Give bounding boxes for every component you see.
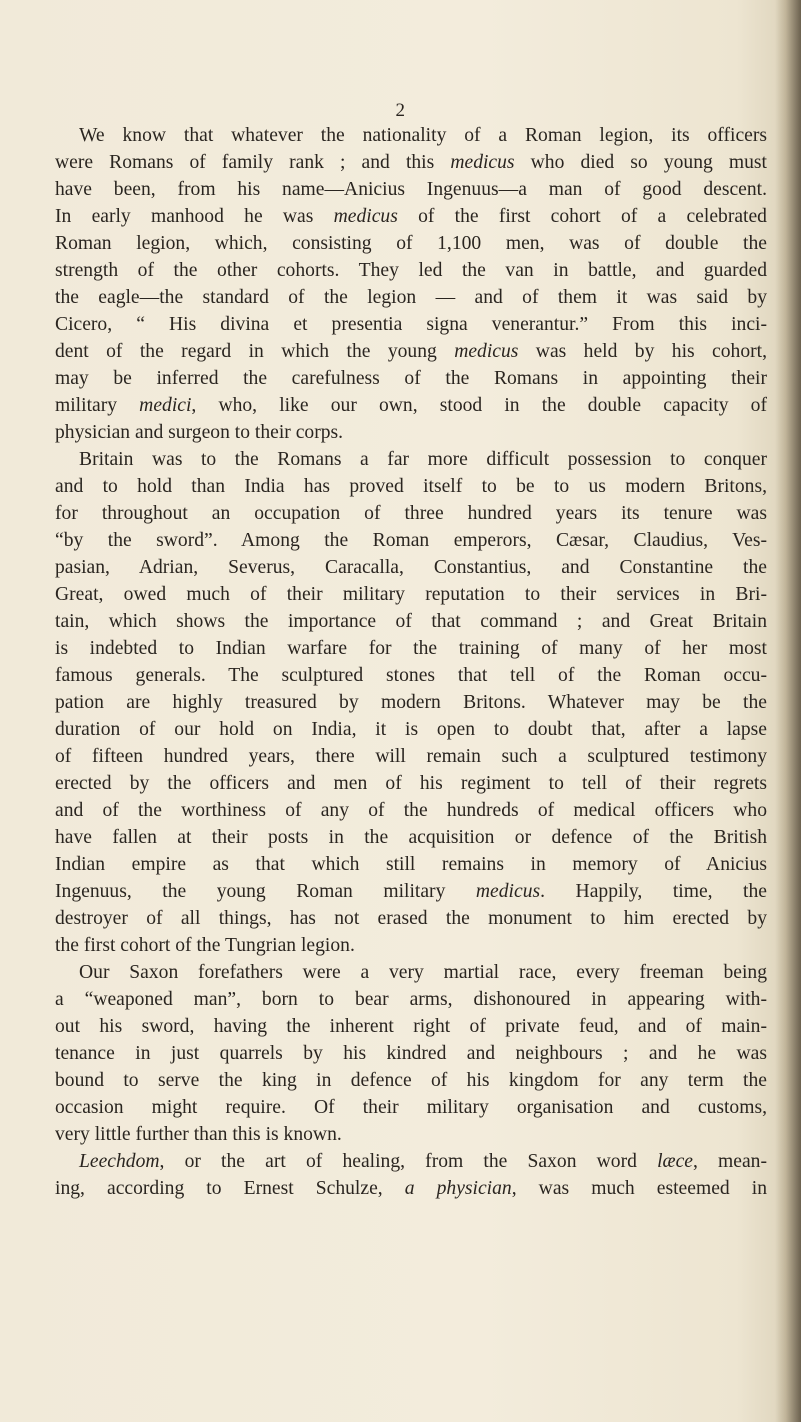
text-segment: of fifteen hundred years, there will remain such a sculptured testimony	[55, 746, 767, 767]
text-segment: Our Saxon forefathers were a very martial race, every freeman being	[79, 962, 767, 983]
text-segment: Ingenuus, the young Roman military	[55, 881, 476, 902]
italic-term: medicus	[450, 152, 515, 173]
text-line	[55, 878, 767, 905]
text-segment: dent of the regard in which the young	[55, 341, 455, 362]
italic-term: Leechdom	[79, 1151, 160, 1172]
text-line	[55, 257, 767, 284]
text-segment: the eagle—the standard of the legion — and of them it was said by	[55, 287, 767, 308]
text-segment: may be inferred the carefulness of the Romans in appointing their	[55, 368, 767, 389]
text-segment: and to hold than India has proved itself to be to us modern Britons,	[55, 476, 767, 497]
text-line	[55, 122, 767, 149]
text-line	[55, 230, 767, 257]
text-segment: destroyer of all things, has not erased the monument to him erected by	[55, 908, 767, 929]
text-line	[55, 608, 767, 635]
text-line	[55, 905, 767, 932]
text-line	[55, 689, 767, 716]
text-line	[55, 797, 767, 824]
text-segment: were Romans of family rank ; and this	[55, 152, 451, 173]
body-text	[55, 122, 767, 1202]
text-segment: was held by his cohort,	[518, 341, 767, 362]
text-segment: bound to serve the king in defence of his kingdom for any term the	[55, 1070, 767, 1091]
text-line	[55, 851, 767, 878]
text-segment: very little further than this is known.	[55, 1124, 342, 1145]
text-segment: Britain was to the Romans a far more difficult possession to conquer	[79, 449, 767, 470]
text-segment: have fallen at their posts in the acquisition or defence of the British	[55, 827, 767, 848]
text-segment: a “weaponed man”, born to bear arms, dishonoured in appearing with-	[55, 989, 767, 1010]
text-line	[55, 932, 767, 959]
text-segment: tenance in just quarrels by his kindred and neighbours ; and he was	[55, 1043, 767, 1064]
text-line	[55, 554, 767, 581]
text-segment: duration of our hold on India, it is open to doubt that, after a lapse	[55, 719, 767, 740]
italic-term: a physician	[404, 1178, 512, 1199]
text-segment: have been, from his name—Anicius Ingenuus—a man of good descent.	[55, 179, 767, 200]
text-segment: . Happily, time, the	[540, 881, 767, 902]
italic-term: medicus	[475, 881, 541, 902]
text-line	[55, 392, 767, 419]
text-line	[55, 203, 767, 230]
text-segment: is indebted to Indian warfare for the training of many of her most	[55, 638, 767, 659]
text-segment: Great, owed much of their military reputation to their services in Bri-	[55, 584, 767, 605]
page-number: 2	[395, 100, 406, 121]
text-line	[55, 500, 767, 527]
text-line	[55, 446, 767, 473]
text-line	[55, 959, 767, 986]
text-line	[55, 770, 767, 797]
text-line	[55, 338, 767, 365]
text-line	[55, 986, 767, 1013]
text-line	[55, 743, 767, 770]
text-segment: , who, like our own, stood in the double capacity of	[191, 395, 767, 416]
text-segment: , or the art of healing, from the Saxon word	[159, 1151, 658, 1172]
text-segment: pasian, Adrian, Severus, Caracalla, Constantius, and Constantine the	[55, 557, 767, 578]
text-line	[55, 635, 767, 662]
text-line	[55, 1013, 767, 1040]
text-line	[55, 581, 767, 608]
text-line	[55, 527, 767, 554]
text-segment: In early manhood he was	[55, 206, 334, 227]
text-line	[55, 284, 767, 311]
text-segment: tain, which shows the importance of that command ; and Great Britain	[55, 611, 767, 632]
text-segment: We know that whatever the nationality of a Roman legion, its officers	[79, 125, 767, 146]
text-line	[55, 419, 767, 446]
text-line	[55, 1040, 767, 1067]
text-line	[55, 176, 767, 203]
text-segment: who died so young must	[514, 152, 767, 173]
italic-term: medici	[139, 395, 192, 416]
text-segment: , mean-	[692, 1151, 767, 1172]
text-segment: Roman legion, which, consisting of 1,100 men, was of double the	[55, 233, 767, 254]
text-segment: Cicero, “ His divina et presentia signa venerantur.” From this inci-	[55, 314, 767, 335]
text-segment: military	[55, 395, 140, 416]
text-segment: and of the worthiness of any of the hundreds of medical officers who	[55, 800, 767, 821]
text-segment: occasion might require. Of their military organisation and customs,	[55, 1097, 767, 1118]
text-line	[55, 311, 767, 338]
text-segment: “by the sword”. Among the Roman emperors, Cæsar, Claudius, Ves-	[55, 530, 767, 551]
text-line	[55, 716, 767, 743]
text-segment: , was much esteemed in	[511, 1178, 767, 1199]
text-segment: ing, according to Ernest Schulze,	[55, 1178, 405, 1199]
text-segment: pation are highly treasured by modern Britons. Whatever may be the	[55, 692, 767, 713]
italic-term: medicus	[454, 341, 519, 362]
text-line	[55, 1175, 767, 1202]
text-line	[55, 1067, 767, 1094]
text-line	[55, 149, 767, 176]
text-segment: erected by the officers and men of his regiment to tell of their regrets	[55, 773, 767, 794]
text-segment: of the first cohort of a celebrated	[397, 206, 767, 227]
text-line	[55, 1148, 767, 1175]
text-line	[55, 365, 767, 392]
text-line	[55, 473, 767, 500]
text-line	[55, 662, 767, 689]
text-line	[55, 824, 767, 851]
text-segment: strength of the other cohorts. They led the van in battle, and guarded	[55, 260, 767, 281]
italic-term: medicus	[333, 206, 398, 227]
page-edge-shadow	[775, 0, 801, 1422]
italic-term: læce	[657, 1151, 693, 1172]
text-segment: the first cohort of the Tungrian legion.	[55, 935, 355, 956]
text-line	[55, 1121, 767, 1148]
text-segment: Indian empire as that which still remains in memory of Anicius	[55, 854, 767, 875]
text-segment: for throughout an occupation of three hundred years its tenure was	[55, 503, 767, 524]
text-line	[55, 1094, 767, 1121]
text-segment: famous generals. The sculptured stones that tell of the Roman occu-	[55, 665, 767, 686]
text-segment: out his sword, having the inherent right of private feud, and of main-	[55, 1016, 767, 1037]
text-segment: physician and surgeon to their corps.	[55, 422, 344, 443]
